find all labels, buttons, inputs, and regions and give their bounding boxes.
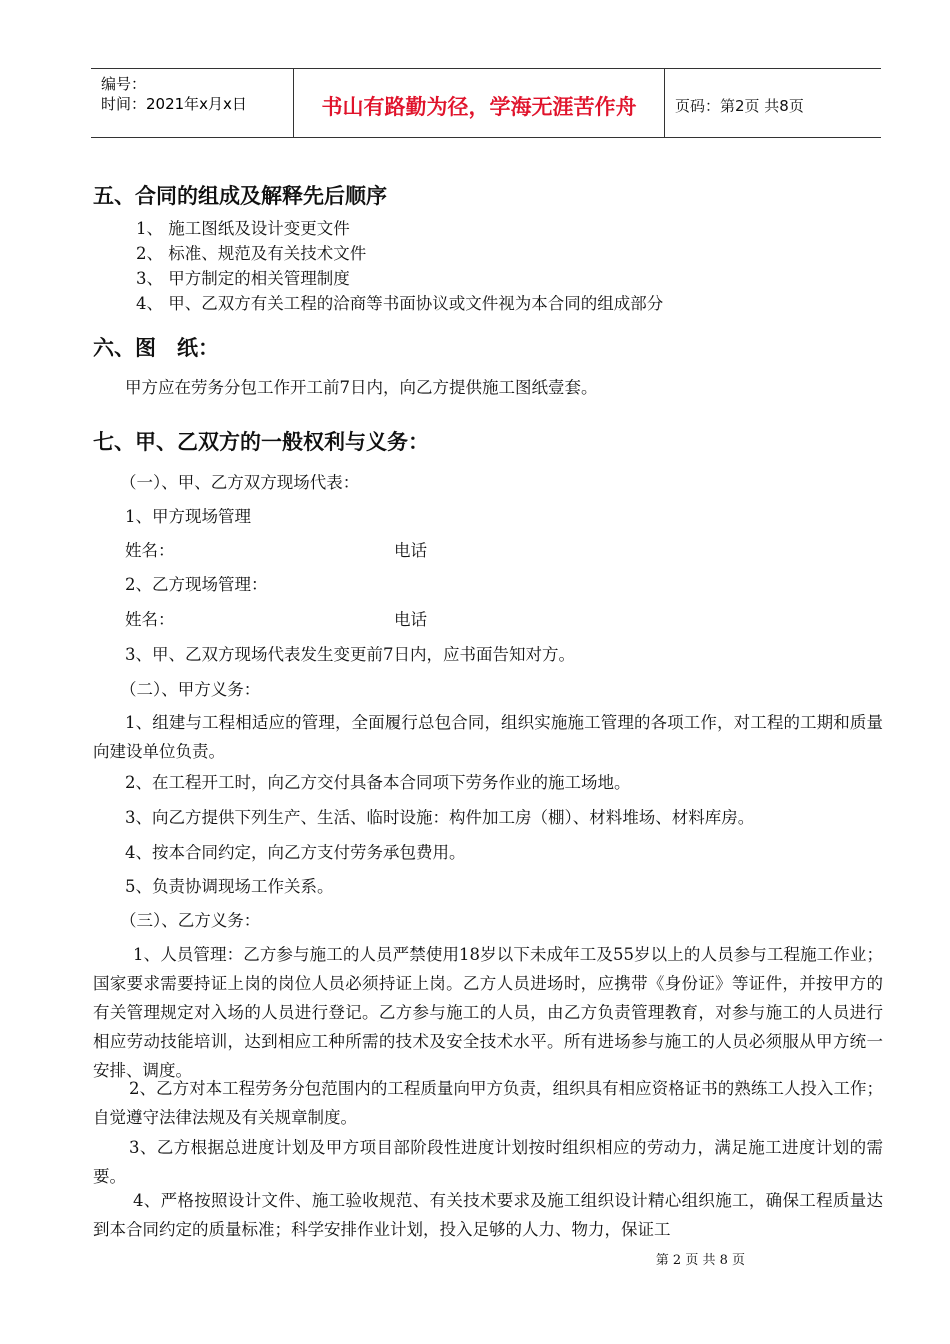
rep-change-notice: 3、甲、乙双方现场代表发生变更前7日内，应书面告知对方。 [125,645,575,664]
party-a-duty-3: 3、向乙方提供下列生产、生活、临时设施：构件加工房（棚）、材料堆场、材料库房。 [125,808,755,827]
party-b-duty-2: 2、乙方对本工程劳务分包范围内的工程质量向甲方负责，组织具有相应资格证书的熟练工人投入工作；自觉遵守法律法规及有关规章制度。 [93,1079,883,1127]
party-b-name-label: 姓名： [125,610,175,629]
party-b-duty-3: 3、乙方根据总进度计划及甲方项目部阶段性进度计划按时组织相应的劳动力，满足施工进度计划的需要。 [93,1138,883,1186]
party-a-duty-1: 1、组建与工程相适应的管理，全面履行总包合同，组织实施施工管理的各项工作，对工程的工期和质量向建设单位负责。 [93,713,883,761]
party-a-rep-label: 1、甲方现场管理 [125,507,251,526]
party-b-phone-label: 电话 [394,610,427,629]
section-7-heading: 七、甲、乙双方的一般权利与义务： [93,430,429,454]
party-a-phone-label: 电话 [394,541,427,560]
section-5-item-1: 1、 施工图纸及设计变更文件 [136,219,350,238]
section-6-heading: 六、图 纸： [93,336,219,360]
section-5-item-4: 4、 甲、乙双方有关工程的洽商等书面协议或文件视为本合同的组成部分 [136,294,664,313]
header-page-number: 页码：第2页 共8页 [675,97,804,115]
section-7-subheading-1: （一）、甲、乙方双方现场代表： [120,473,360,492]
section-7-subheading-2: （二）、甲方义务： [120,680,261,699]
party-b-rep-label: 2、乙方现场管理： [125,575,268,594]
header-page-cell [665,69,881,137]
header-motto: 书山有路勤为径，学海无涯苦作舟 [321,95,637,119]
party-a-duty-4: 4、按本合同约定，向乙方支付劳务承包费用。 [125,843,466,862]
page-footer: 第 2 页 共 8 页 [655,1253,745,1268]
header-motto-cell [293,69,665,137]
party-b-duty-4: 4、严格按照设计文件、施工验收规范、有关技术要求及施工组织设计精心组织施工，确保工程质量达到本合同约定的质量标准；科学安排作业计划，投入足够的人力、物力，保证工 [93,1191,883,1239]
document-header [91,68,881,138]
section-5-item-3: 3、 甲方制定的相关管理制度 [136,269,350,288]
section-6-text: 甲方应在劳务分包工作开工前7日内，向乙方提供施工图纸壹套。 [125,378,598,397]
section-7-subheading-3: （三）、乙方义务： [120,911,261,930]
party-a-name-label: 姓名： [125,541,175,560]
document-time-label: 时间：2021年x月x日 [101,95,247,113]
party-a-duty-5: 5、负责协调现场工作关系。 [125,877,334,896]
party-b-duty-1: 1、人员管理：乙方参与施工的人员严禁使用18岁以下未成年工及55岁以上的人员参与工程施工作业；国家要求需要持证上岗的岗位人员必须持证上岗。乙方人员进场时，应携带《身份证》等证件，并按甲方的有关管理规定对入场的人员进行登记。乙方参与施工的人员，由乙方负责管理教育，对参与施工的人员进行相应劳动技能培训，达到相应工种所需的技术及安全技术水平。所有进场参与施工的人员必须服从甲方统一安排、调度。 [93,945,883,1080]
section-5-heading: 五、合同的组成及解释先后顺序 [93,184,387,208]
section-5-item-2: 2、 标准、规范及有关技术文件 [136,244,367,263]
document-number-label: 编号： [101,75,147,93]
header-meta-cell [91,69,293,137]
party-a-duty-2: 2、在工程开工时，向乙方交付具备本合同项下劳务作业的施工场地。 [125,773,631,792]
